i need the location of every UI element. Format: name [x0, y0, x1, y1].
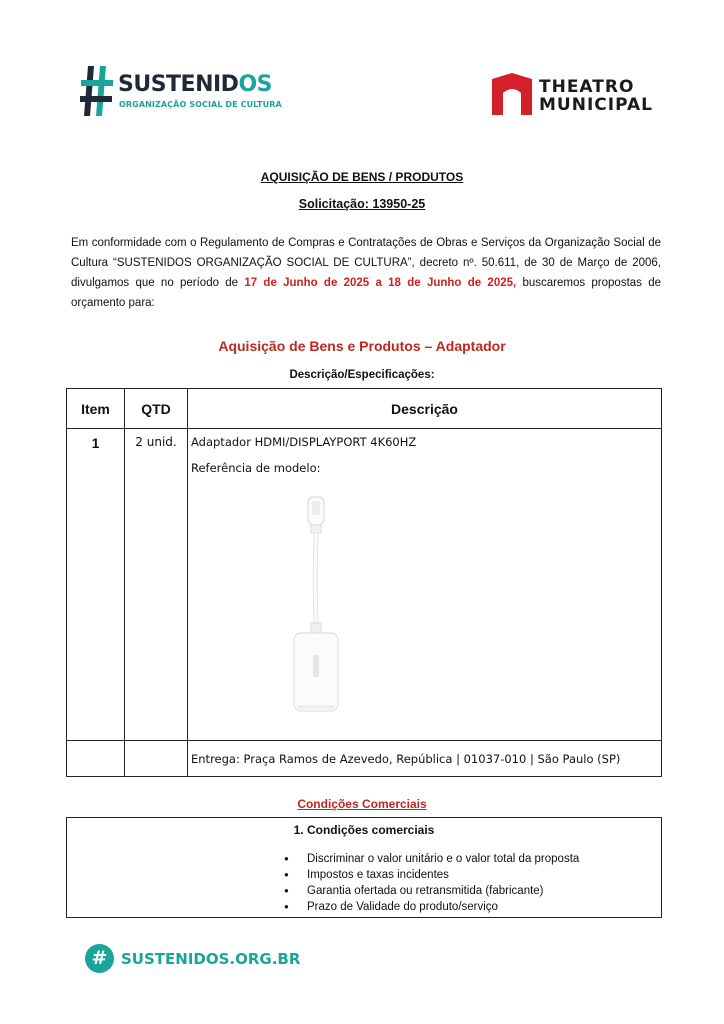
item-description-cell	[188, 429, 662, 741]
conditions-list	[284, 851, 579, 915]
acquisition-subtitle: Aquisição de Bens e Produtos – Adaptador	[218, 338, 506, 354]
delivery-address: Entrega: Praça Ramos de Azevedo, República | 01037-010 | São Paulo (SP)	[188, 741, 662, 777]
table-row	[67, 429, 662, 741]
conditions-box	[66, 817, 662, 918]
intro-paragraph	[71, 233, 661, 313]
list-item: ● Discriminar o valor unitário e o valor total da proposta	[284, 851, 579, 867]
conditions-box-title: 1. Condições comerciais	[293, 823, 435, 837]
header-item: Item	[67, 389, 125, 429]
conditions-title: Condições Comerciais	[297, 797, 427, 811]
arch-logo-icon	[490, 73, 534, 117]
sustenidos-logo-name: SUSTENIDOS	[118, 72, 272, 97]
intro-text-start: Em conformidade com o Regulamento de Compras e Contratações de Obras e Serviços da Organização Social de Cultura “SUSTENIDOS ORGANIZAÇÃO SOCIAL DE CULTURA”, decreto nº. 50.611, de 30 de Março de 2006, divulgamos que no período de	[71, 237, 661, 289]
sustenidos-logo-tagline: ORGANIZAÇÃO SOCIAL DE CULTURA	[119, 100, 282, 109]
list-item: ● Garantia ofertada ou retransmitida (fabricante)	[284, 883, 579, 899]
adapter-product-image	[286, 495, 346, 715]
intro-text-end: buscaremos propostas de orçamento para:	[71, 277, 661, 309]
theatro-logo-line1: THEATRO	[539, 77, 635, 97]
item-description: Adaptador HDMI/DISPLAYPORT 4K60HZ	[191, 435, 417, 449]
header-desc: Descrição	[188, 389, 662, 429]
delivery-empty-cell	[67, 741, 125, 777]
hash-circle-icon: #	[85, 944, 114, 973]
header-qtd: QTD	[125, 389, 188, 429]
solicitation-number: Solicitação: 13950-25	[298, 197, 426, 211]
items-table	[66, 388, 662, 777]
sustenidos-logo	[80, 64, 282, 118]
theatro-logo-line2: MUNICIPAL	[539, 95, 653, 115]
footer	[85, 944, 301, 976]
item-number: 1	[67, 429, 125, 741]
document-title: AQUISIÇÃO DE BENS / PRODUTOS	[260, 170, 464, 184]
theatro-municipal-logo	[490, 73, 655, 119]
spec-heading: Descrição/Especificações:	[289, 369, 435, 381]
delivery-row	[67, 741, 662, 777]
footer-url[interactable]: SUSTENIDOS.ORG.BR	[121, 950, 301, 968]
list-item: ● Impostos e taxas incidentes	[284, 867, 579, 883]
hash-logo-icon	[80, 64, 114, 118]
list-item: ● Prazo de Validade do produto/serviço	[284, 899, 579, 915]
item-qtd: 2 unid.	[125, 429, 188, 741]
table-header-row	[67, 389, 662, 429]
model-reference-label: Referência de modelo:	[191, 461, 321, 475]
delivery-empty-cell	[125, 741, 188, 777]
intro-period: 17 de Junho de 2025 a 18 de Junho de 2025,	[244, 277, 517, 289]
